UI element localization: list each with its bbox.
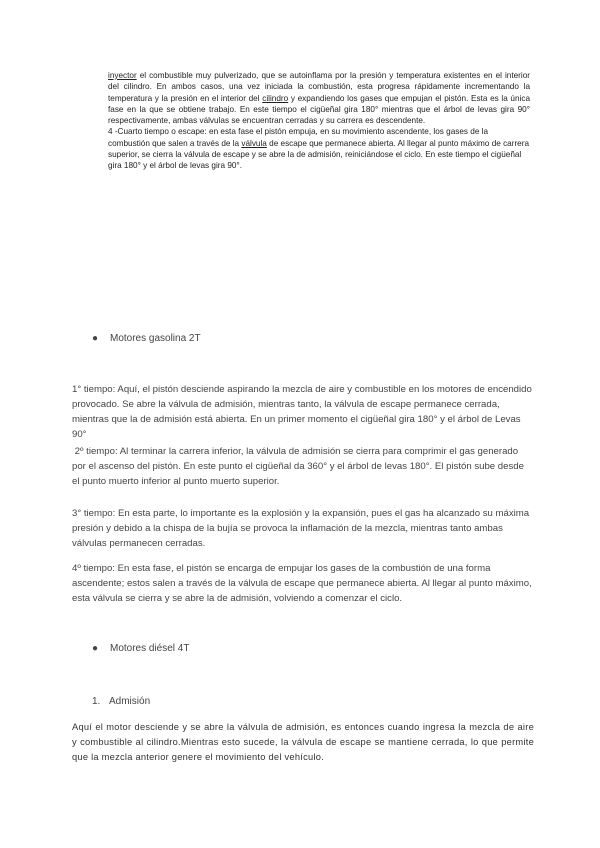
gasolina-2t-stroke-2 xyxy=(72,444,534,489)
admision-paragraph xyxy=(72,720,534,765)
fourth-stroke-paragraph xyxy=(108,126,530,171)
bullet-motores-diesel-4t xyxy=(92,643,189,654)
inyector-link[interactable]: inyector xyxy=(108,71,137,80)
bullet-dot-icon: ● xyxy=(92,333,99,344)
fourth-stroke-text-b: de escape que permanece abierta. Al llegar al punto máximo de carrera superior, se cierra la válvula de escape y se abre la de admisión, reiniciándose el ciclo. En este tiempo el cigüeñal gira 180° y el árbol de levas gira 90°. xyxy=(108,138,530,171)
stroke-4-text: 4º tiempo: En esta fase, el pistón se encarga de empujar los gases de la combustión de una forma ascendente; estos salen a través de la válvula de escape que permanece abierta. Al llegar al punto máximo, esta válvula se cierra y se abre la de admisión, volviendo a comenzar el ciclo. xyxy=(72,563,532,604)
gasolina-2t-stroke-4 xyxy=(72,561,534,606)
admision-text: Aquí el motor desciende y se abre la válvula de admisión, es entonces cuando ingresa la mezcla de aire y combustible al cilindro.Mientras esto sucede, la válvula de escape se mantiene cerrada, lo que permite que la mezcla anterior genere el movimiento del vehículo. xyxy=(72,722,534,762)
valvula-link[interactable]: válvula xyxy=(241,138,267,148)
list-label: Admisión xyxy=(109,696,151,707)
gasolina-2t-stroke-1 xyxy=(72,382,534,442)
bullet-motores-gasolina-2t xyxy=(92,333,201,344)
numbered-item-admision xyxy=(92,696,150,707)
stroke-1-text: 1° tiempo: Aquí, el pistón desciende aspirando la mezcla de aire y combustible en los motores de encendido provocado. Se abre la válvula de admisión, mientras tanto, la válvula de escape permanece cerrada, mientras que la de admisión está abierta. En un primer momento el cigüeñal gira 180° y el árbol de Levas 90° xyxy=(72,384,532,440)
bullet-dot-icon: ● xyxy=(92,643,99,654)
bullet-label: Motores diésel 4T xyxy=(110,643,190,654)
third-stroke-paragraph xyxy=(108,70,530,126)
combustion-section xyxy=(108,70,530,172)
stroke-2-text: 2º tiempo: Al terminar la carrera inferior, la válvula de admisión se cierra para comprimir el gas generado por el ascenso del pistón. En este punto el cigüeñal da 360° y el árbol de levas 180°. El pistón sube desde el punto muerto inferior al punto muerto superior. xyxy=(72,446,527,487)
bullet-label: Motores gasolina 2T xyxy=(110,333,201,344)
stroke-3-text: 3° tiempo: En esta parte, lo importante es la explosión y la expansión, pues el gas ha alcanzado su máxima presión y debido a la chispa de la bujía se provoca la inflamación de la mezcla, mientras tanto ambas válvulas permanecen cerradas. xyxy=(72,508,530,549)
third-stroke-text-a: el combustible muy pulverizado, que se autoinflama por la presión y temperatura existentes en el interior del cilindro. En ambos casos, una vez iniciada la combustión, esta progresa rápidamente incrementando la temperatura y la presión en el interior del xyxy=(108,71,530,103)
cilindro-link[interactable]: cilindro xyxy=(262,93,289,103)
list-number: 1. xyxy=(92,696,101,707)
third-stroke-text-b: y expandiendo los gases que empujan el pistón. Esta es la única fase en la que se obtiene trabajo. En este tiempo el cigüeñal gira 180° mientras que el árbol de levas gira 90° respectivamente, ambas válvulas se encuentran cerradas y su carrera es descendente. xyxy=(108,93,530,126)
fourth-stroke-text-a: 4 -Cuarto tiempo o escape: en esta fase el pistón empuja, en su movimiento ascendente, los gases de la combustión que salen a través de la xyxy=(108,127,489,148)
gasolina-2t-stroke-3 xyxy=(72,506,534,551)
